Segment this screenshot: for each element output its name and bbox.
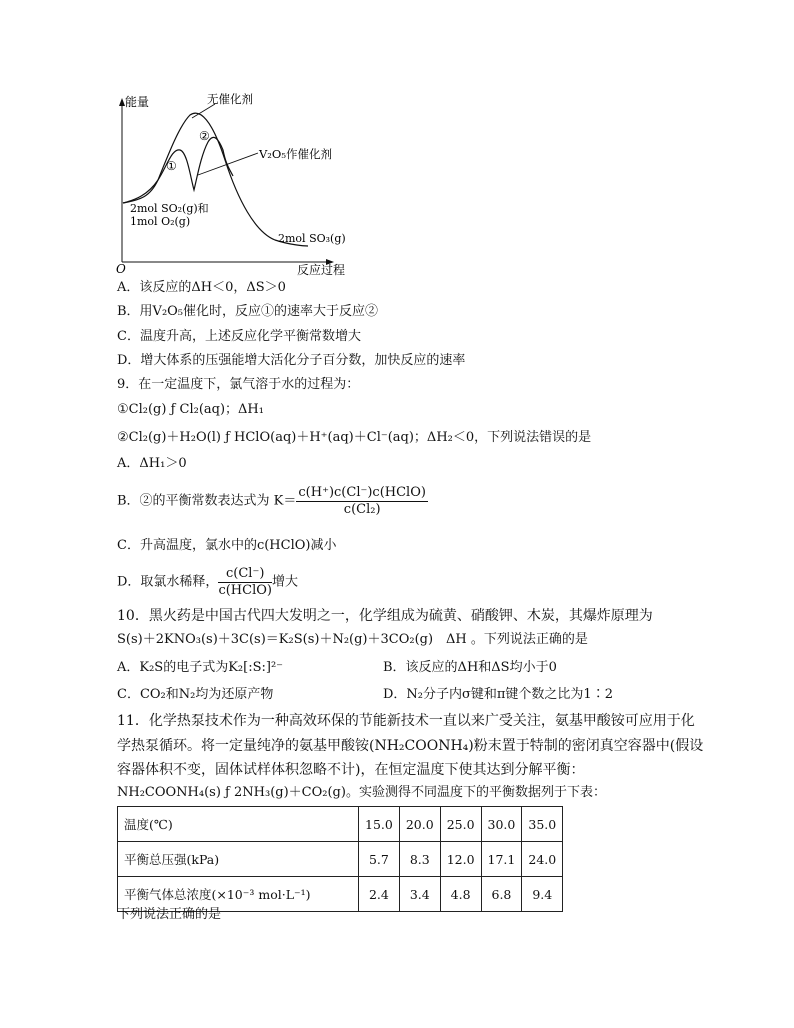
table-row: [118, 842, 563, 877]
q9-option-d: [117, 566, 298, 599]
q9-option-d-fraction: [218, 566, 272, 599]
table-cell: 20.0: [399, 807, 440, 842]
reactants-label-1: 2mol SO₂(g)和: [130, 202, 209, 215]
catalyzed-label: V₂O₅作催化剂: [259, 147, 332, 161]
table-cell: 30.0: [481, 807, 522, 842]
q9-option-d-numerator: c(Cl⁻): [218, 566, 272, 583]
table-cell: 24.0: [522, 842, 563, 877]
q11-stem-3: 容器体积不变，固体试样体积忽略不计)，在恒定温度下使其达到分解平衡：: [117, 762, 585, 778]
table-cell: 15.0: [359, 807, 400, 842]
q10-stem-1: 10．黑火药是中国古代四大发明之一，化学组成为硫黄、硝酸钾、木炭，其爆炸原理为: [117, 608, 653, 624]
q9-option-c: C．升高温度，氯水中的c(HClO)减小: [117, 538, 337, 553]
table-cell: 5.7: [359, 842, 400, 877]
q9-option-d-suffix: 增大: [271, 574, 298, 590]
catalyzed-curve: [123, 137, 233, 203]
table-cell: 3.4: [399, 877, 440, 912]
row-label: 温度(℃): [118, 807, 359, 842]
table-cell: 35.0: [522, 807, 563, 842]
q9-option-d-prefix: D．取氯水稀释，: [117, 574, 219, 590]
origin-label: O: [116, 262, 126, 276]
q11-stem-1: 11．化学热泵技术作为一种高效环保的节能新技术一直以来广受关注，氨基甲酸铵可应用于化: [117, 713, 695, 729]
table-row: [118, 807, 563, 842]
q8-option-b: B．用V₂O₅催化时，反应①的速率大于反应②: [117, 304, 379, 319]
uncatalyzed-leader: [192, 104, 215, 118]
table-cell: 9.4: [522, 877, 563, 912]
table-cell: 6.8: [481, 877, 522, 912]
table-cell: 25.0: [440, 807, 481, 842]
q9-option-d-denominator: c(HClO): [218, 583, 272, 598]
q11-stem-4: NH₂COONH₄(s) ƒ 2NH₃(g)＋CO₂(g)。实验测得不同温度下的平衡数据列于下表：: [117, 785, 606, 800]
q9-option-b-fraction: [296, 485, 428, 518]
catalyzed-leader: [198, 153, 258, 175]
q10-option-a: A．K₂S的电子式为K₂[:S:]²⁻: [117, 660, 284, 675]
step2-marker: ②: [199, 129, 210, 143]
table-cell: 17.1: [481, 842, 522, 877]
uncatalyzed-label: 无催化剂: [207, 92, 253, 106]
row-label: 平衡总压强(kPa): [118, 842, 359, 877]
step1-marker: ①: [166, 159, 177, 173]
q11-tail: 下列说法正确的是: [117, 907, 222, 922]
table-cell: 8.3: [399, 842, 440, 877]
q11-stem-2: 学热泵循环。将一定量纯净的氨基甲酸铵(NH₂COONH₄)粉末置于特制的密闭真空容器中(假设: [117, 738, 704, 754]
table-cell: 12.0: [440, 842, 481, 877]
q10-stem-2: S(s)＋2KNO₃(s)＋3C(s)＝K₂S(s)＋N₂(g)＋3CO₂(g) ΔH 。下列说法正确的是: [117, 632, 588, 647]
equilibrium-data-table: [117, 806, 563, 912]
product-label: 2mol SO₃(g): [278, 232, 346, 245]
table-cell: 2.4: [359, 877, 400, 912]
q9-option-b-numerator: c(H⁺)c(Cl⁻)c(HClO): [298, 485, 426, 500]
q9-stem: 9．在一定温度下，氯气溶于水的过程为：: [117, 377, 360, 392]
q10-option-c: C．CO₂和N₂均为还原产物: [117, 687, 274, 702]
x-axis-label: 反应过程: [297, 263, 346, 277]
energy-diagram: [0, 0, 794, 290]
q9-option-b-denominator: c(Cl₂): [343, 502, 381, 517]
q9-option-a: A．ΔH₁＞0: [117, 456, 187, 471]
y-axis-label: 能量: [125, 95, 150, 109]
q10-option-b: B．该反应的ΔH和ΔS均小于0: [383, 660, 557, 675]
q8-option-d: D．增大体系的压强能增大活化分子百分数，加快反应的速率: [117, 353, 466, 368]
q8-option-a: A．该反应的ΔH＜0，ΔS＞0: [117, 280, 286, 295]
row-label: 平衡气体总浓度(×10⁻³ mol·L⁻¹): [118, 877, 359, 912]
q9-eq1: ①Cl₂(g) ƒ Cl₂(aq)；ΔH₁: [117, 402, 264, 417]
q8-option-c: C．温度升高，上述反应化学平衡常数增大: [117, 329, 361, 344]
table-cell: 4.8: [440, 877, 481, 912]
q9-option-b: [117, 485, 428, 518]
q9-eq2: ②Cl₂(g)＋H₂O(l) ƒ HClO(aq)＋H⁺(aq)＋Cl⁻(aq)；ΔH₂＜0，下列说法错误的是: [117, 430, 592, 445]
reactants-label-2: 1mol O₂(g): [130, 215, 191, 228]
q10-option-d: D．N₂分子内σ键和π键个数之比为1∶2: [383, 687, 613, 702]
q9-option-b-prefix: B．②的平衡常数表达式为 K＝: [117, 493, 297, 509]
